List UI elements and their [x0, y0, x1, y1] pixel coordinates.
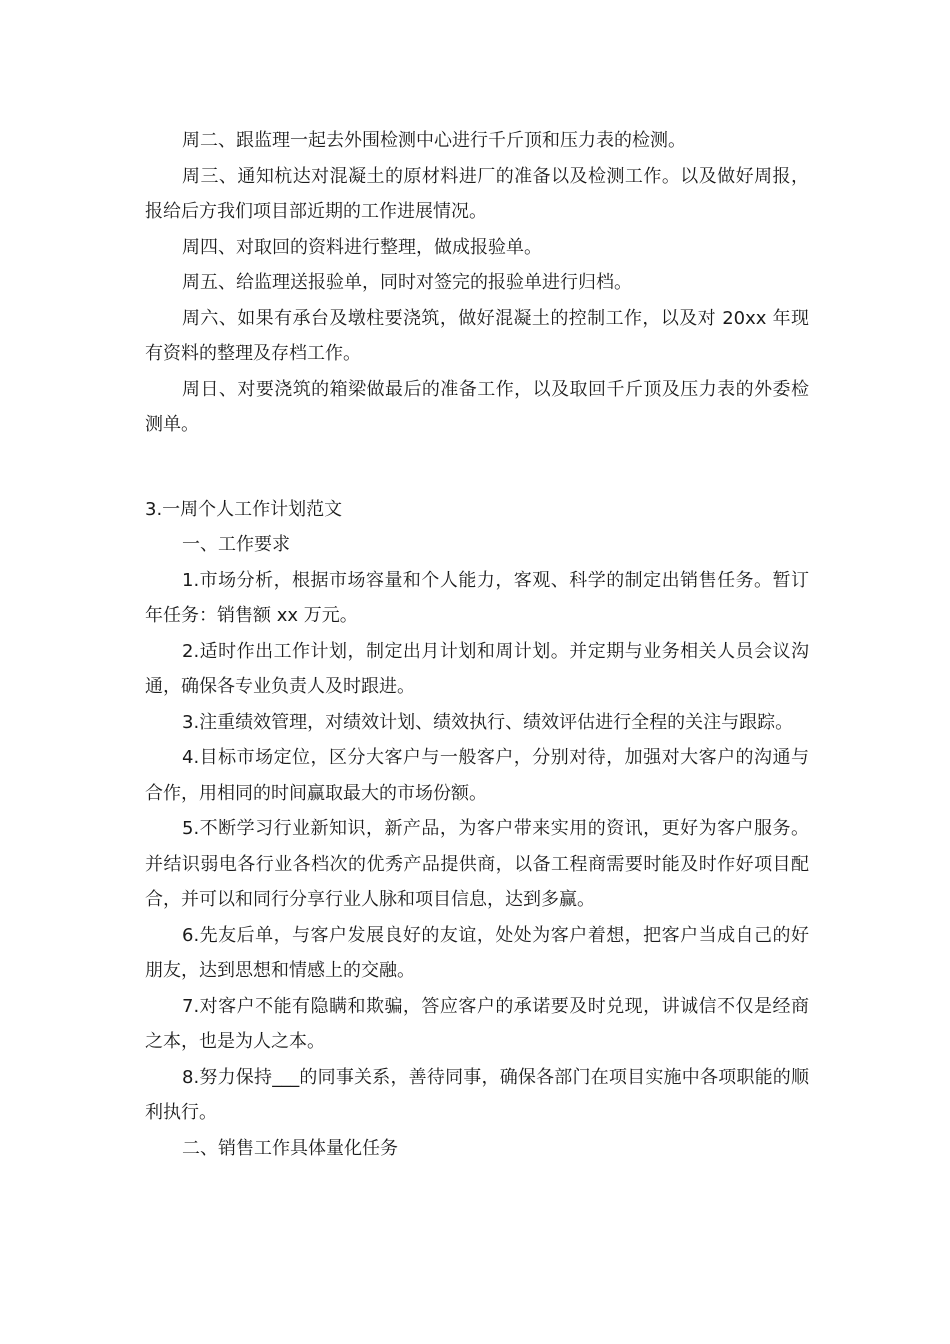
paragraph-sunday: 周日、对要浇筑的箱梁做最后的准备工作，以及取回千斤顶及压力表的外委检测单。 [145, 378, 809, 435]
list-item-4: 4.目标市场定位，区分大客户与一般客户，分别对待，加强对大客户的沟通与合作，用相同的时间赢取最大的市场份额。 [145, 747, 809, 804]
paragraph-wednesday: 周三、通知杭达对混凝土的原材料进厂的准备以及检测工作。以及做好周报，报给后方我们项目部近期的工作进展情况。 [145, 165, 809, 222]
subheading-requirements: 一、工作要求 [182, 534, 290, 555]
list-item-8: 8.努力保持___的同事关系，善待同事，确保各部门在项目实施中各项职能的顺利执行。 [145, 1066, 809, 1123]
paragraph-saturday: 周六、如果有承台及墩柱要浇筑，做好混凝土的控制工作，以及对 20xx 年现有资料的整理及存档工作。 [145, 307, 809, 364]
list-item-6: 6.先友后单，与客户发展良好的友谊，处处为客户着想，把客户当成自己的好朋友，达到思想和情感上的交融。 [145, 924, 809, 981]
list-item-3: 3.注重绩效管理，对绩效计划、绩效执行、绩效评估进行全程的关注与跟踪。 [182, 711, 794, 733]
paragraph-tuesday: 周二、跟监理一起去外围检测中心进行千斤顶和压力表的检测。 [182, 130, 686, 151]
paragraph-friday: 周五、给监理送报验单，同时对签完的报验单进行归档。 [182, 272, 632, 293]
section-title: 3.一周个人工作计划范文 [145, 498, 343, 520]
document-body [145, 123, 809, 1166]
list-item-7: 7.对客户不能有隐瞒和欺骗，答应客户的承诺要及时兑现，讲诚信不仅是经商之本，也是为人之本。 [145, 995, 809, 1052]
list-item-1: 1.市场分析，根据市场容量和个人能力，客观、科学的制定出销售任务。暂订年任务：销售额 xx 万元。 [145, 569, 809, 626]
subheading-quantified-tasks: 二、销售工作具体量化任务 [182, 1137, 398, 1159]
paragraph-thursday: 周四、对取回的资料进行整理，做成报验单。 [182, 236, 542, 258]
list-item-5: 5.不断学习行业新知识，新产品，为客户带来实用的资讯，更好为客户服务。并结识弱电各行业各档次的优秀产品提供商，以备工程商需要时能及时作好项目配合，并可以和同行分享行业人脉和项目信息，达到多赢。 [145, 818, 809, 910]
list-item-2: 2.适时作出工作计划，制定出月计划和周计划。并定期与业务相关人员会议沟通，确保各专业负责人及时跟进。 [145, 640, 809, 697]
